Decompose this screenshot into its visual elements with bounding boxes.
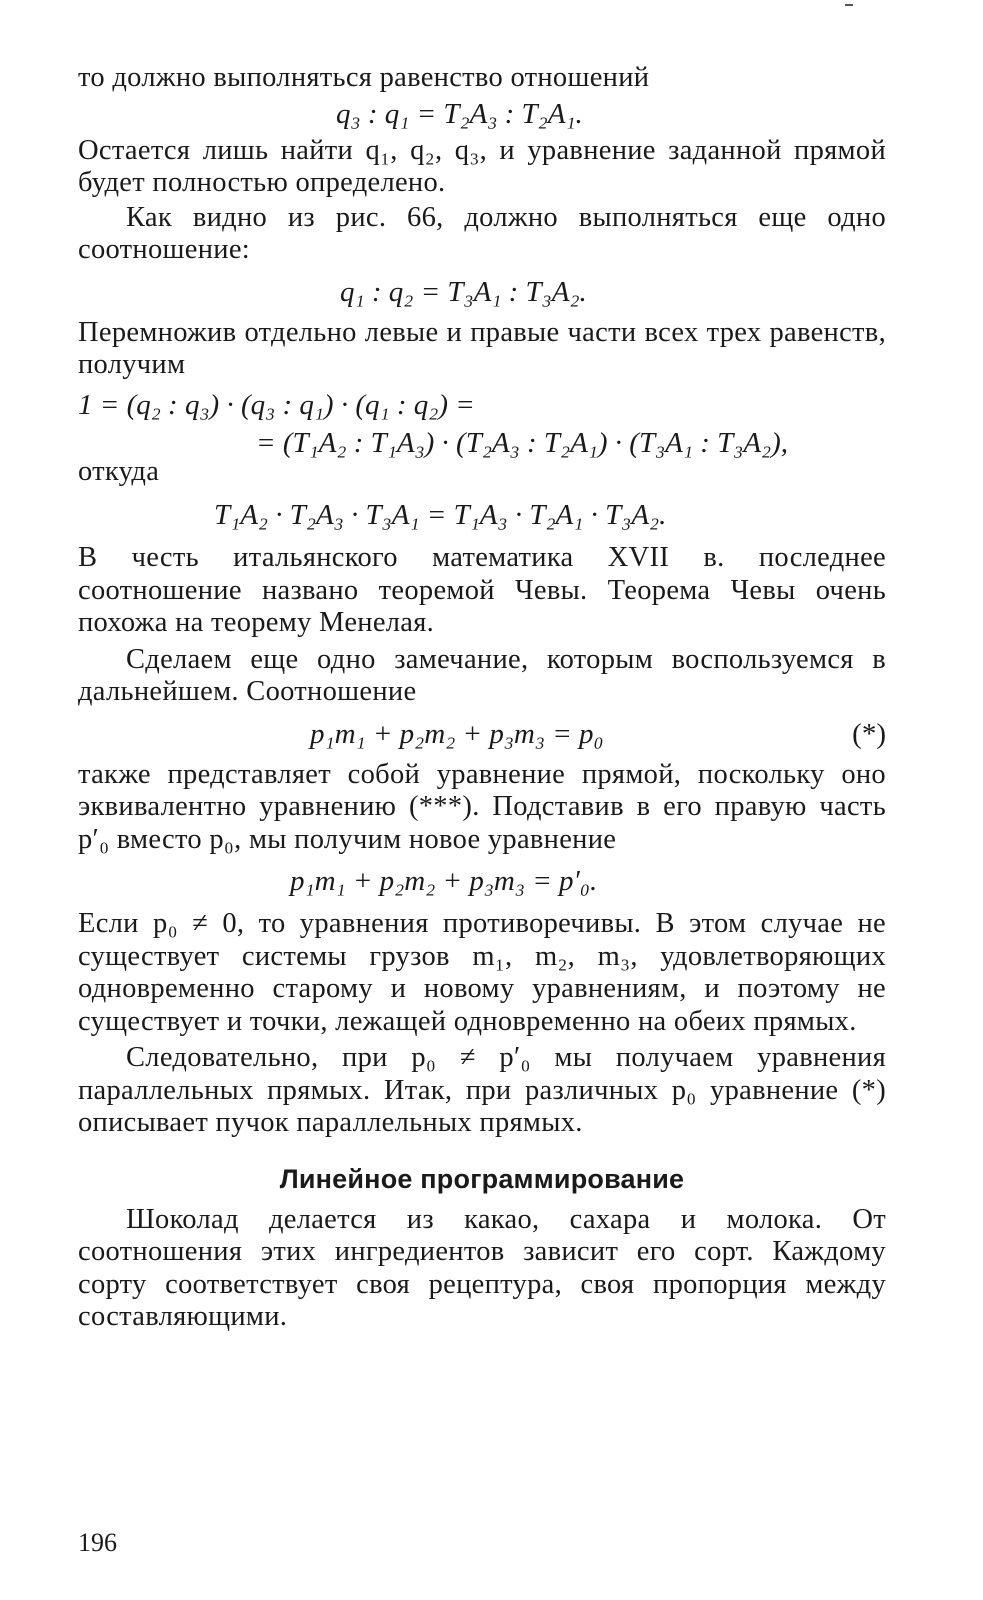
paragraph-5: В честь итальянского математика XVII в. последнее соотношение названо теоремой Чевы. Теорема Чевы очень похожа на теорему Менелая. <box>78 542 886 638</box>
scan-mark <box>845 4 853 6</box>
page-body <box>78 62 886 1334</box>
paragraph-6: Сделаем еще одно замечание, которым воспользуемся в дальнейшем. Соотношение <box>78 643 886 707</box>
paragraph-9: Следовательно, при p₀ ≠ p′₀ мы получаем уравнения параллельных прямых. Итак, при различных p₀ уравнение (*) описывает пучок параллельных прямых. <box>78 1042 886 1138</box>
equation-star-body: p₁m₁ + p₂m₂ + p₃m₃ = p₀ <box>310 717 604 750</box>
paragraph-7: также представляет собой уравнение прямой, поскольку оно эквивалентно уравнению (***). Подставив в его правую часть p′₀ вместо p₀, мы получим новое уравнение <box>78 758 886 855</box>
word-otkuda: откуда <box>78 455 160 487</box>
equation-product-line-1: 1 = (q₂ : q₃) · (q₃ : q₁) · (q₁ : q₂) = <box>78 388 475 421</box>
equation-new: p₁m₁ + p₂m₂ + p₃m₃ = p′₀. <box>290 865 598 897</box>
paragraph-10: Шоколад делается из какао, сахара и молока. От соотношения этих ингредиентов зависит его сорт. Каждому сорту соответствует своя рецептура, своя пропорция между составляющими. <box>78 1203 886 1332</box>
equation-ratio-q1-q2: q₁ : q₂ = T₃A₁ : T₃A₂. <box>340 275 587 308</box>
paragraph-2: Остается лишь найти q₁, q₂, q₃, и уравнение заданной прямой будет полностью определено. <box>78 134 886 198</box>
equation-star <box>78 717 886 751</box>
equation-ceva-theorem: T₁A₂ · T₂A₃ · T₃A₁ = T₁A₃ · T₂A₁ · T₃A₂. <box>214 499 667 531</box>
paragraph-3: Как видно из рис. 66, должно выполняться еще одно соотношение: <box>78 201 886 265</box>
paragraph-4: Перемножив отдельно левые и правые части всех трех равенств, получим <box>78 316 886 380</box>
equation-product-line-2: = (T₁A₂ : T₁A₃) · (T₂A₃ : T₂A₁) · (T₃A₁ : T₃A₂), <box>256 426 789 459</box>
paragraph-1: то должно выполняться равенство отношений <box>78 62 650 93</box>
paragraph-8: Если p₀ ≠ 0, то уравнения противоречивы. В этом случае не существует системы грузов m₁, m₂, m₃, удовлетворяющих одновременно старому и новому уравнениям, и поэтому не существует и точки, лежащей одновременно на обеих прямых. <box>78 908 886 1037</box>
section-heading: Линейное программирование <box>279 1163 685 1194</box>
equation-ratio-q3-q1: q₃ : q₁ = T₂A₃ : T₂A₁. <box>336 97 583 130</box>
page-number: 196 <box>78 1528 117 1557</box>
equation-star-tag: (*) <box>852 717 886 750</box>
